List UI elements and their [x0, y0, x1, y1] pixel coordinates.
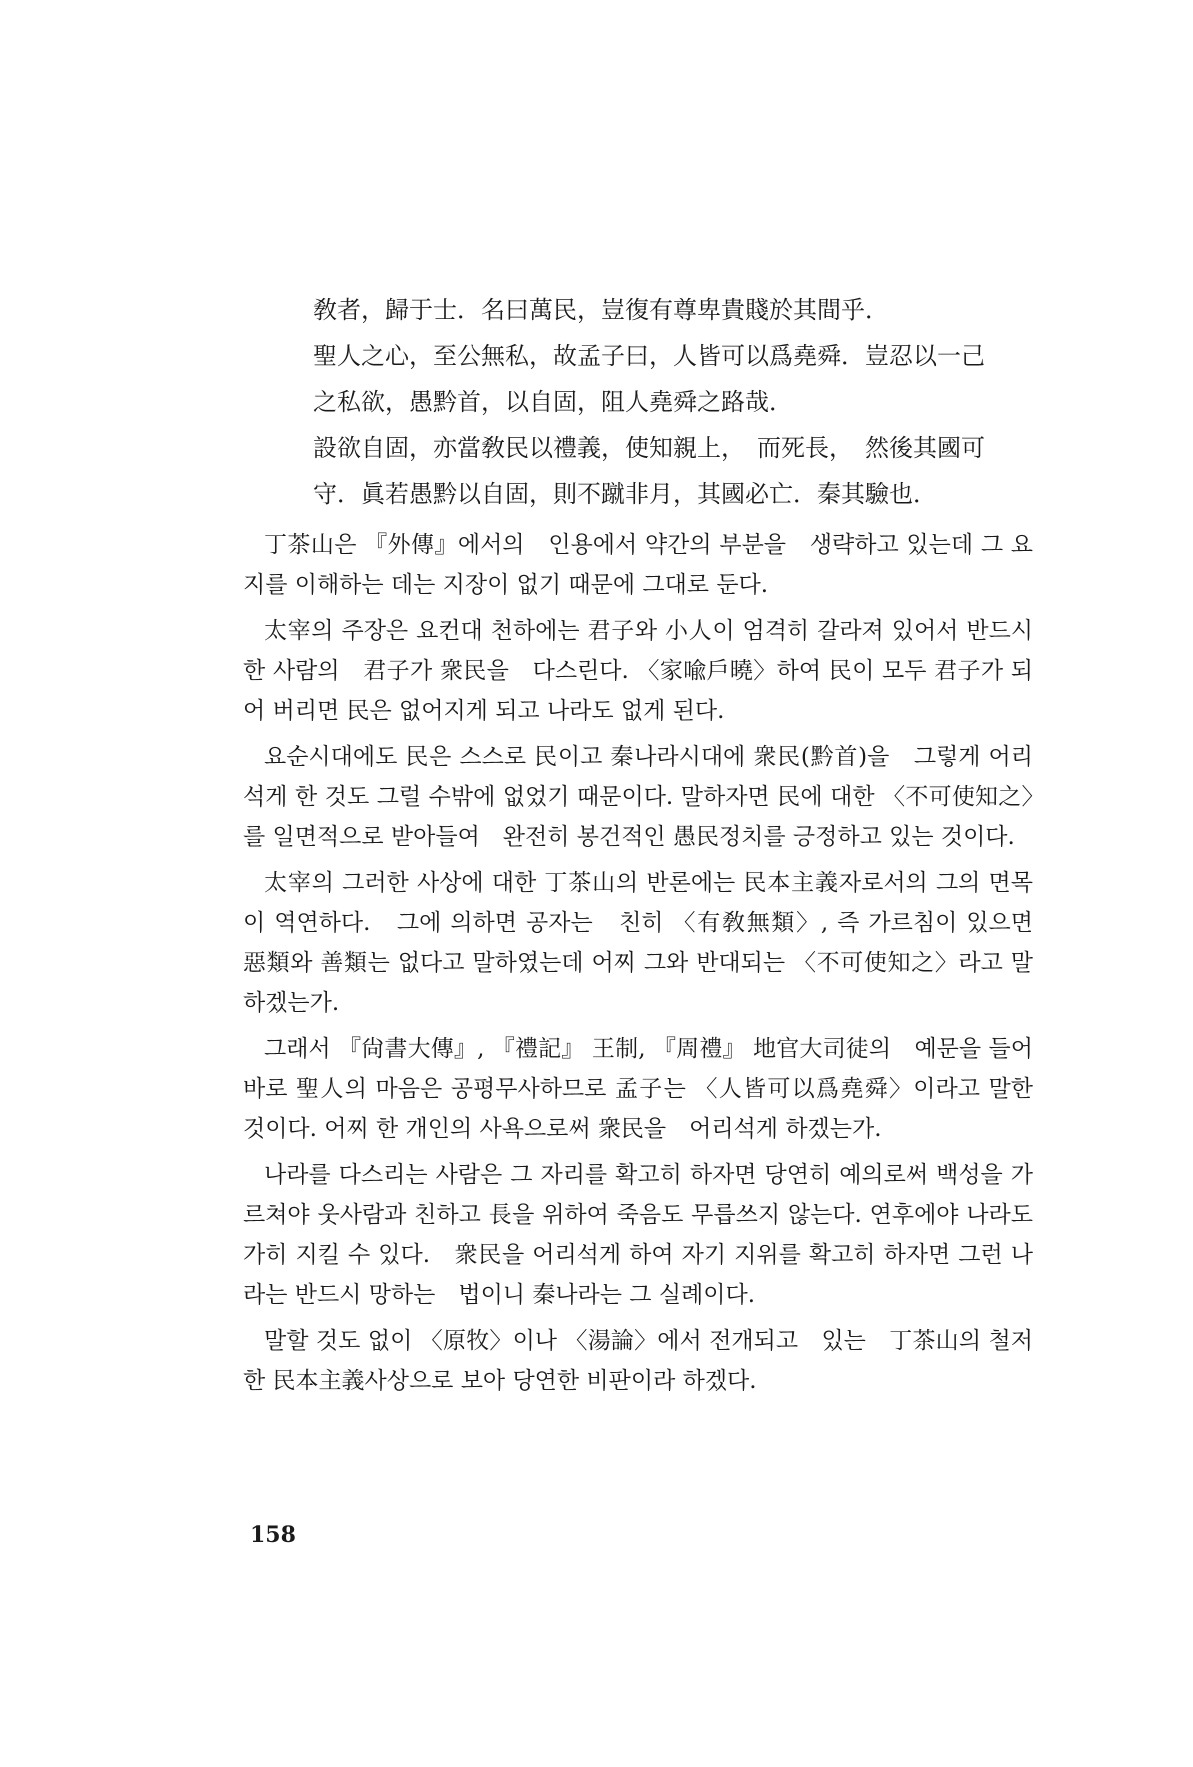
- body-text: [243, 525, 1033, 1407]
- quote-line: 之私欲，愚黔首，以自固，阻人堯舜之路哉．: [313, 388, 793, 416]
- paragraph: 나라를 다스리는 사람은 그 자리를 확고히 하자면 당연히 예의로써 백성을 가르쳐야 웃사람과 친하고 長을 위하여 죽음도 무릅쓰지 않는다. 연후에야 나라도 가히 지킬 수 있다. 衆民을 어리석게 하여 자기 지위를 확고히 하자면 그런 나라는 반드시 망하는 법이니 秦나라는 그 실례이다.: [243, 1162, 1033, 1308]
- paragraph: 太宰의 그러한 사상에 대한 丁茶山의 반론에는 民本主義자로서의 그의 면목이 역연하다. 그에 의하면 공자는 친히 〈有敎無類〉, 즉 가르침이 있으면 惡類와 善類는 없다고 말하였는데 어찌 그와 반대되는 〈不可使知之〉라고 말하겠는가.: [243, 870, 1033, 1016]
- paragraph: 太宰의 주장은 요컨대 천하에는 君子와 小人이 엄격히 갈라져 있어서 반드시 한 사람의 君子가 衆民을 다스린다. 〈家喩戶曉〉하여 民이 모두 君子가 되어 버리면 民은 없어지게 되고 나라도 없게 된다.: [243, 618, 1033, 724]
- quote-line: 守．眞若愚黔以自固，則不蹴非月，其國必亡．秦其驗也．: [313, 480, 937, 508]
- paragraph: 말할 것도 없이 〈原牧〉이나 〈湯論〉에서 전개되고 있는 丁茶山의 철저한 民本主義사상으로 보아 당연한 비판이라 하겠다.: [243, 1328, 1033, 1394]
- quote-line: 設欲自固，亦當敎民以禮義，使知親上， 而死長， 然後其國可: [313, 434, 985, 462]
- classical-chinese-quotation: [313, 290, 1033, 520]
- paragraph: 요순시대에도 民은 스스로 民이고 秦나라시대에 衆民(黔首)을 그렇게 어리석게 한 것도 그럴 수밖에 없었기 때문이다. 말하자면 民에 대한 〈不可使知之〉를 일면적으로 받아들여 완전히 봉건적인 愚民정치를 긍정하고 있는 것이다.: [243, 744, 1033, 850]
- paragraph: 그래서 『尙書大傳』, 『禮記』 王制, 『周禮』 地官大司徒의 예문을 들어 바로 聖人의 마음은 공평무사하므로 孟子는 〈人皆可以爲堯舜〉이라고 말한 것이다. 어찌 한 개인의 사욕으로써 衆民을 어리석게 하겠는가.: [243, 1036, 1033, 1142]
- page-number: 158: [250, 1522, 296, 1548]
- quote-line: 敎者，歸于士．名曰萬民，豈復有尊卑貴賤於其間乎．: [313, 296, 889, 324]
- quote-line: 聖人之心，至公無私，故孟子曰，人皆可以爲堯舜．豈忍以一己: [313, 342, 985, 370]
- paragraph: 丁茶山은 『外傳』에서의 인용에서 약간의 부분을 생략하고 있는데 그 요지를 이해하는 데는 지장이 없기 때문에 그대로 둔다.: [243, 532, 1033, 598]
